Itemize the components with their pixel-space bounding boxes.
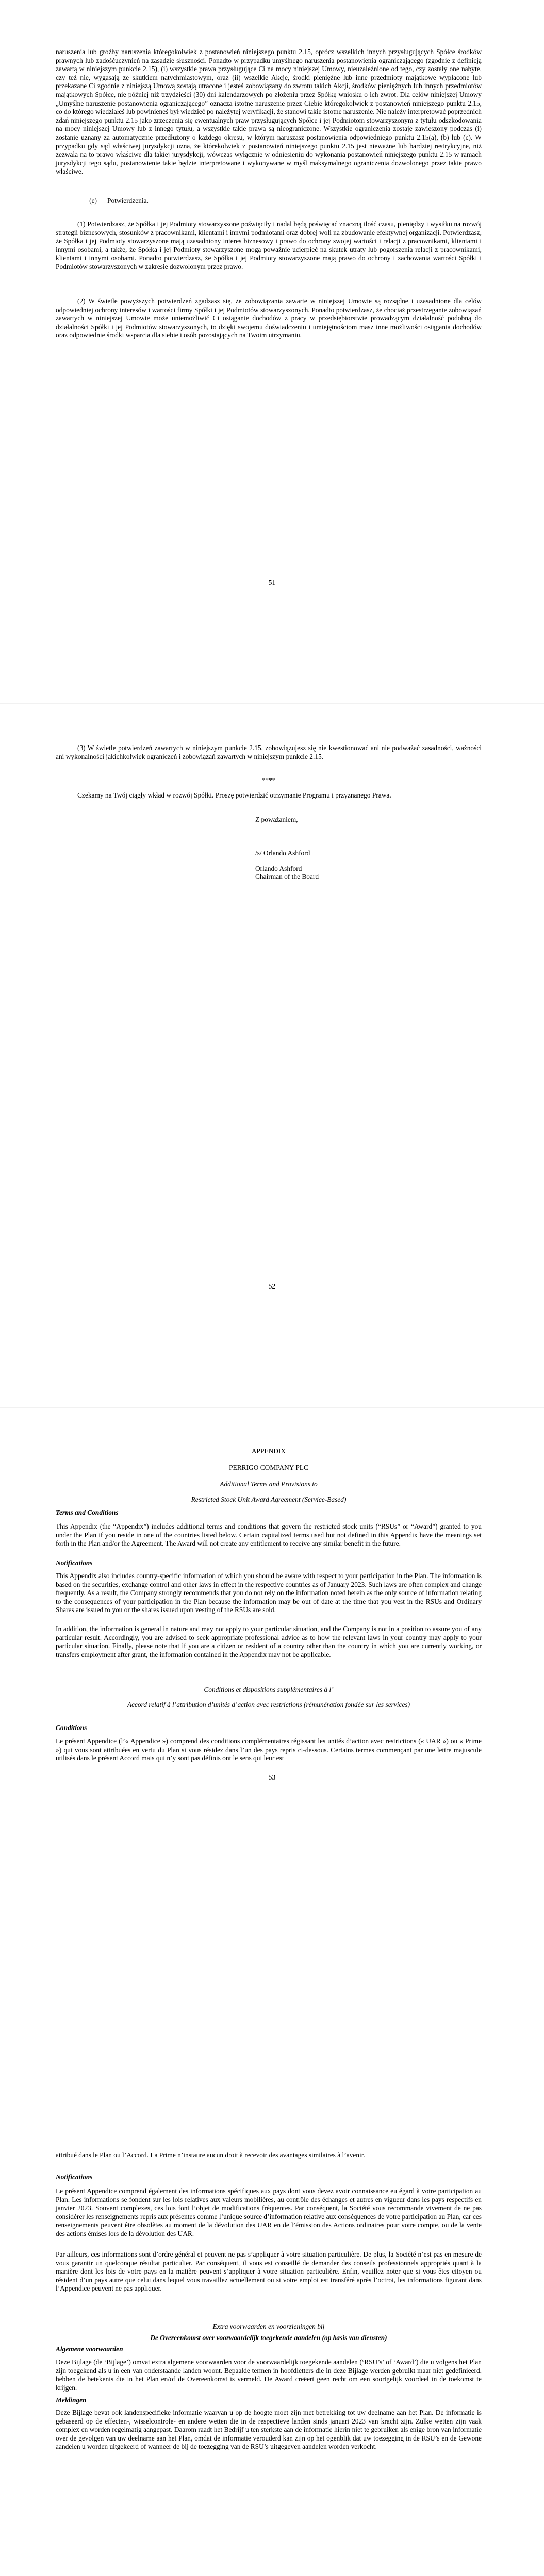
closing-text: Czekamy na Twój ciągły wkład w rozwój Spółki. Proszę potwierdzić otrzymanie Programu i przyznanego Prawa. [77, 791, 391, 799]
page-number: 51 [268, 579, 276, 586]
notifications-text-2: In addition, the information is general in nature and may not apply to your particular situation, and the Company is not in a position to assure you of any particular result. Accordingly, you are advised to seek appropriate professional advice as to how the relevant laws in your country may apply to your particular situation. Finally, please note that if you are a citizen or resident of a country other than the country in which you are currently working, or transfers employment after grant, the information contained in the Appendix may not be applicable. [56, 1625, 482, 1658]
dutch-title-2: De Overeenkomst over voorwaardelijk toegekende aandelen (op basis van diensten) [150, 2334, 387, 2342]
appendix-title: APPENDIX [251, 1447, 286, 1455]
french-title-2: Accord relatif à l’attribution d’unités d’action avec restrictions (rémunération fondée sur les services) [127, 1701, 410, 1708]
dutch-conditions-text: Deze Bijlage (de ‘Bijlage’) omvat extra algemene voorwaarden voor de voorwaardelijk toegekende aandelen (‘RSU’s’ of ‘Award’) die u volgens het Plan zijn toegekend als u in een van onderstaande landen woont. Bepaalde termen in hoofdletters die in deze Bijlage werden gebruikt maar niet gedefinieerd, hebben de betekenis die in het Plan en/of de Overeenkomst is vermeld. De Award creëert geen recht om een soortgelijk voordeel in de toekomst te krijgen. [56, 2358, 482, 2392]
paragraph-intro: naruszenia lub groźby naruszenia któregokolwiek z postanowień niniejszego punktu 2.15, oprócz wszelkich innych przysługujących Spółce środków prawnych lub zadośćuczynień na zasadzie słuszności. Ponadto w przypadku umyślnego naruszenia postanowienia ograniczającego (zgodnie z definicją zawartą w niniejszym punkcie 2.15), (i) wszystkie prawa przysługujące Ci na mocy niniejszej Umowy, nieuzależnione od tego, czy zostały one nabyte, czy też nie, wygasają ze skutkiem natychmiastowym, oraz (ii) wszelkie Akcje, środki pieniężne lub inne przedmioty majątkowe wypłacone lub przekazane Ci zgodnie z niniejszą Umową zostają utracone i jesteś zobowiązany do zwrotu takich Akcji, środków pieniężnych lub innych przedmiotów majątkowych Spółce, nie później niż trzydzieści (30) dni kalendarzowych po złożeniu przez Spółkę wniosku o ich zwrot. Dla celów niniejszej Umowy „Umyślne naruszenie postanowienia ograniczającego” oznacza istotne naruszenie przez Ciebie któregokolwiek z postanowień niniejszego punktu 2.15, co do którego wiedziałeś lub powinieneś był wiedzieć po należytej weryfikacji, że stanowi takie istotne naruszenie. Nie należy interpretować poprzednich zdań niniejszego punktu 2.15 jako zrzeczenia się ewentualnych praw przysługujących Spółce i jej Podmiotom stowarzyszonym z tytułu odszkodowania na mocy niniejszej Umowy lub z innego tytułu, a wszystkie takie prawa są nieograniczone. Wszystkie ograniczenia zostaje zawieszony podczas (i) zostanie uznany za automatycznie przedłużony o każdego okresu, w którym naruszasz postanowienia odpowiedniego punktu 2.15(a), (b) lub (c). W przypadku gdy sąd właściwej jurysdykcji uzna, że którekolwiek z postanowień niniejszego punktu 2.15 jest nieważne lub bardziej restrykcyjne, niż zezwala na to prawo właściwe dla takiej jurysdykcji, wówczas wyłącznie w odniesieniu do wykonania postanowień niniejszego punktu 2.15 w ramach jurysdykcji tego sądu, postanowienie takie będzie interpretowane i wykonywane w myśl maksymalnego ograniczenia dozwolonego przez takie prawo właściwe. [56, 48, 482, 176]
signatory-title: Chairman of the Board [255, 873, 319, 880]
page-53 [0, 1408, 544, 2111]
dutch-notifications-heading: Meldingen [56, 2396, 87, 2404]
page-51 [0, 0, 544, 703]
french-title-1: Conditions et dispositions supplémentaires à l’ [204, 1686, 334, 1693]
dutch-notifications-text: Deze Bijlage bevat ook landenspecifieke informatie waarvan u op de hoogte moet zijn met betrekking tot uw deelname aan het Plan. De informatie is gebaseerd op de effecten-, wisselcontrole- en andere wetten die in de respectieve landen sinds januari 2023 van kracht zijn. Zulke wetten zijn vaak complex en worden regelmatig aangepast. Daarom raadt het Bedrijf u ten sterkste aan de informatie hierin niet te gebruiken als enige bron van informatie over de gevolgen van uw deelname aan het Plan, omdat de informatie verouderd kan zijn op het ogenblik dat uw toezegging in de RSU’s en de Gewone aandelen u worden uitgekeerd of wanneer de bij de toezegging van de RSU’s uitgegeven aandelen worden verkocht. [56, 2409, 482, 2451]
french-notifications-text-2: Par ailleurs, ces informations sont d’ordre général et peuvent ne pas s’appliquer à votre situation particulière. De plus, la Société n’est pas en mesure de vous garantir un quelconque résultat particulier. Par conséquent, il vous est conseillé de demander des conseils professionnels appropriés quant à la manière dont les lois de votre pays en la matière peuvent s’appliquer à votre situation particulière. Enfin, veuillez noter que si vous êtes citoyen ou résident d’un pays autre que celui dans lequel vous travaillez actuellement ou si votre emploi est transféré après l’octroi, les informations figurant dans l’Appendice peuvent ne pas appliquer. [56, 2250, 482, 2293]
french-notifications-text-1: Le présent Appendice comprend également des informations spécifiques aux pays dont vous devez avoir connaissance eu égard à votre participation au Plan. Les informations se fondent sur les lois relatives aux valeurs mobilières, au contrôle des échanges et autres en vigueur dans les pays respectifs en janvier 2023. Souvent complexes, ces lois font l’objet de modifications fréquentes. Par conséquent, la Société vous recommande vivement de ne pas considérer les renseignements repris aux présentes comme l’unique source d’information relative aux conséquences de votre participation au Plan, car ces renseignements peuvent être obsolètes au moment de la dévolution des UAR en de l’émission des Actions ordinaires pour votre compte, ou de la vente des actions émises lors de la dévolution des UAR. [56, 2187, 482, 2238]
separator-stars: **** [261, 776, 276, 784]
notifications-text-1: This Appendix also includes country-specific information of which you should be aware with respect to your participation in the Plan. The information is based on the securities, exchange control and other laws in effect in the respective countries as of January 2023. Such laws are often complex and change frequently. As a result, the Company strongly recommends that you do not rely on the information noted herein as the only source of information relating to the consequences of your participation in the Plan because the information may be out of date at the time that you vest in the RSUs and Ordinary Shares are issued to you or the shares issued upon vesting of the RSUs are sold. [56, 1572, 482, 1614]
notifications-heading: Notifications [56, 1559, 93, 1567]
dutch-conditions-heading: Algemene voorwaarden [56, 2345, 123, 2353]
paragraph-ack-2: (2) W świetle powyższych potwierdzeń zgadzasz się, że zobowiązania zawarte w niniejszej Umowie są rozsądne i uzasadnione dla celów odpowiedniej ochrony interesów i wartości firmy Spółki i jej Podmiotów stowarzyszonych. Ponadto potwierdzasz, że ​​chociaż przestrzeganie zobowiązań zawartych w niniejszej Umowie może uniemożliwić Ci osiąganie dochodów z pracy w przedsiębiorstwie prowadzącym działalność podobną do działalności Spółki i jej Podmiotów stowarzyszonych, to dzięki swojemu doświadczeniu i umiejętnościom masz inne możliwości osiągania dochodów oraz odpowiednie środki wsparcia dla siebie i osób pozostających na Twoim utrzymaniu. [56, 297, 482, 340]
company-name: PERRIGO COMPANY PLC [229, 1464, 308, 1471]
paragraph-ack-1: (1) Potwierdzasz, że Spółka i jej Podmioty stowarzyszone poświęciły i nadal będą poświęcać znaczną ilość czasu, pieniędzy i wysiłku na rozwój strategii biznesowych, stosunków z pracownikami, klientami i innymi podmiotami oraz dobrej woli na zbudowanie efektywnej organizacji. Potwierdzasz, że Spółka i jej Podmioty stowarzyszone mają uzasadniony interes biznesowy i prawo do ochrony swojej wartości i relacji z pracownikami, klientami i innymi osobami, a także, że Spółka i jej Podmioty stowarzyszone mogą poważnie ucierpieć na skutek utraty lub pogorszenia relacji z pracownikami, klientami i innymi osobami. Ponadto potwierdzasz, że Spółka i jej Podmioty stowarzyszone mają prawo do ochrony i zachowania wartości Spółki i Podmiotów stowarzyszonych w zakresie dozwolonym przez prawo. [56, 220, 482, 270]
appendix-subtitle-1: Additional Terms and Provisions to [220, 1480, 318, 1488]
regards: Z poważaniem, [255, 816, 298, 823]
signature-line: /s/ Orlando Ashford [255, 849, 310, 857]
signatory-name: Orlando Ashford [255, 865, 302, 872]
terms-text: This Appendix (the “Appendix”) includes additional terms and conditions that govern the restricted stock units (“RSUs” or “Award”) granted to you under the Plan if you reside in one of the countries listed below. Certain capitalized terms used but not defined in this Appendix have the meanings set forth in the Plan and/or the Agreement. The Award will not create any entitlement to receive any similar benefit in the future. [56, 1522, 482, 1548]
terms-heading: Terms and Conditions [56, 1509, 119, 1516]
page-number: 53 [268, 1773, 276, 1781]
french-conditions-text: Le présent Appendice (l’« Appendice ») comprend des conditions complémentaires régissant les unités d’action avec restrictions (« UAR ») ou « Prime ») qui vous sont attribuées en vertu du Plan si vous résidez dans l’un des pays repris ci-dessous. Certains termes commençant par une lettre majuscule utilisés dans le présent Accord mais qui n’y sont pas définis ont le sens qui leur est [56, 1737, 482, 1762]
paragraph-ack-3: (3) W świetle potwierdzeń zawartych w niniejszym punkcie 2.15, zobowiązujesz się nie kwestionować ani nie podważać zasadności, ważności ani wykonalności jakichkolwiek ograniczeń i zobowiązań zawartych w niniejszym punkcie 2.15. [56, 744, 482, 760]
french-notifications-heading: Notifications [56, 2173, 93, 2181]
french-conditions-heading: Conditions [56, 1724, 87, 1732]
page-number: 52 [268, 1282, 276, 1290]
section-number: (e) [89, 197, 97, 205]
page-52 [0, 704, 544, 1407]
section-title: Potwierdzenia. [107, 197, 149, 205]
appendix-subtitle-2: Restricted Stock Unit Award Agreement (Service-Based) [191, 1496, 347, 1503]
french-conditions-continued: attribué dans le Plan ou l’Accord. La Prime n’instaure aucun droit à recevoir des avantages similaires à l’avenir. [56, 2151, 365, 2159]
dutch-title-1: Extra voorwaarden en voorzieningen bij [212, 2323, 325, 2330]
section-heading [56, 197, 482, 206]
page-54 [0, 2111, 544, 2576]
